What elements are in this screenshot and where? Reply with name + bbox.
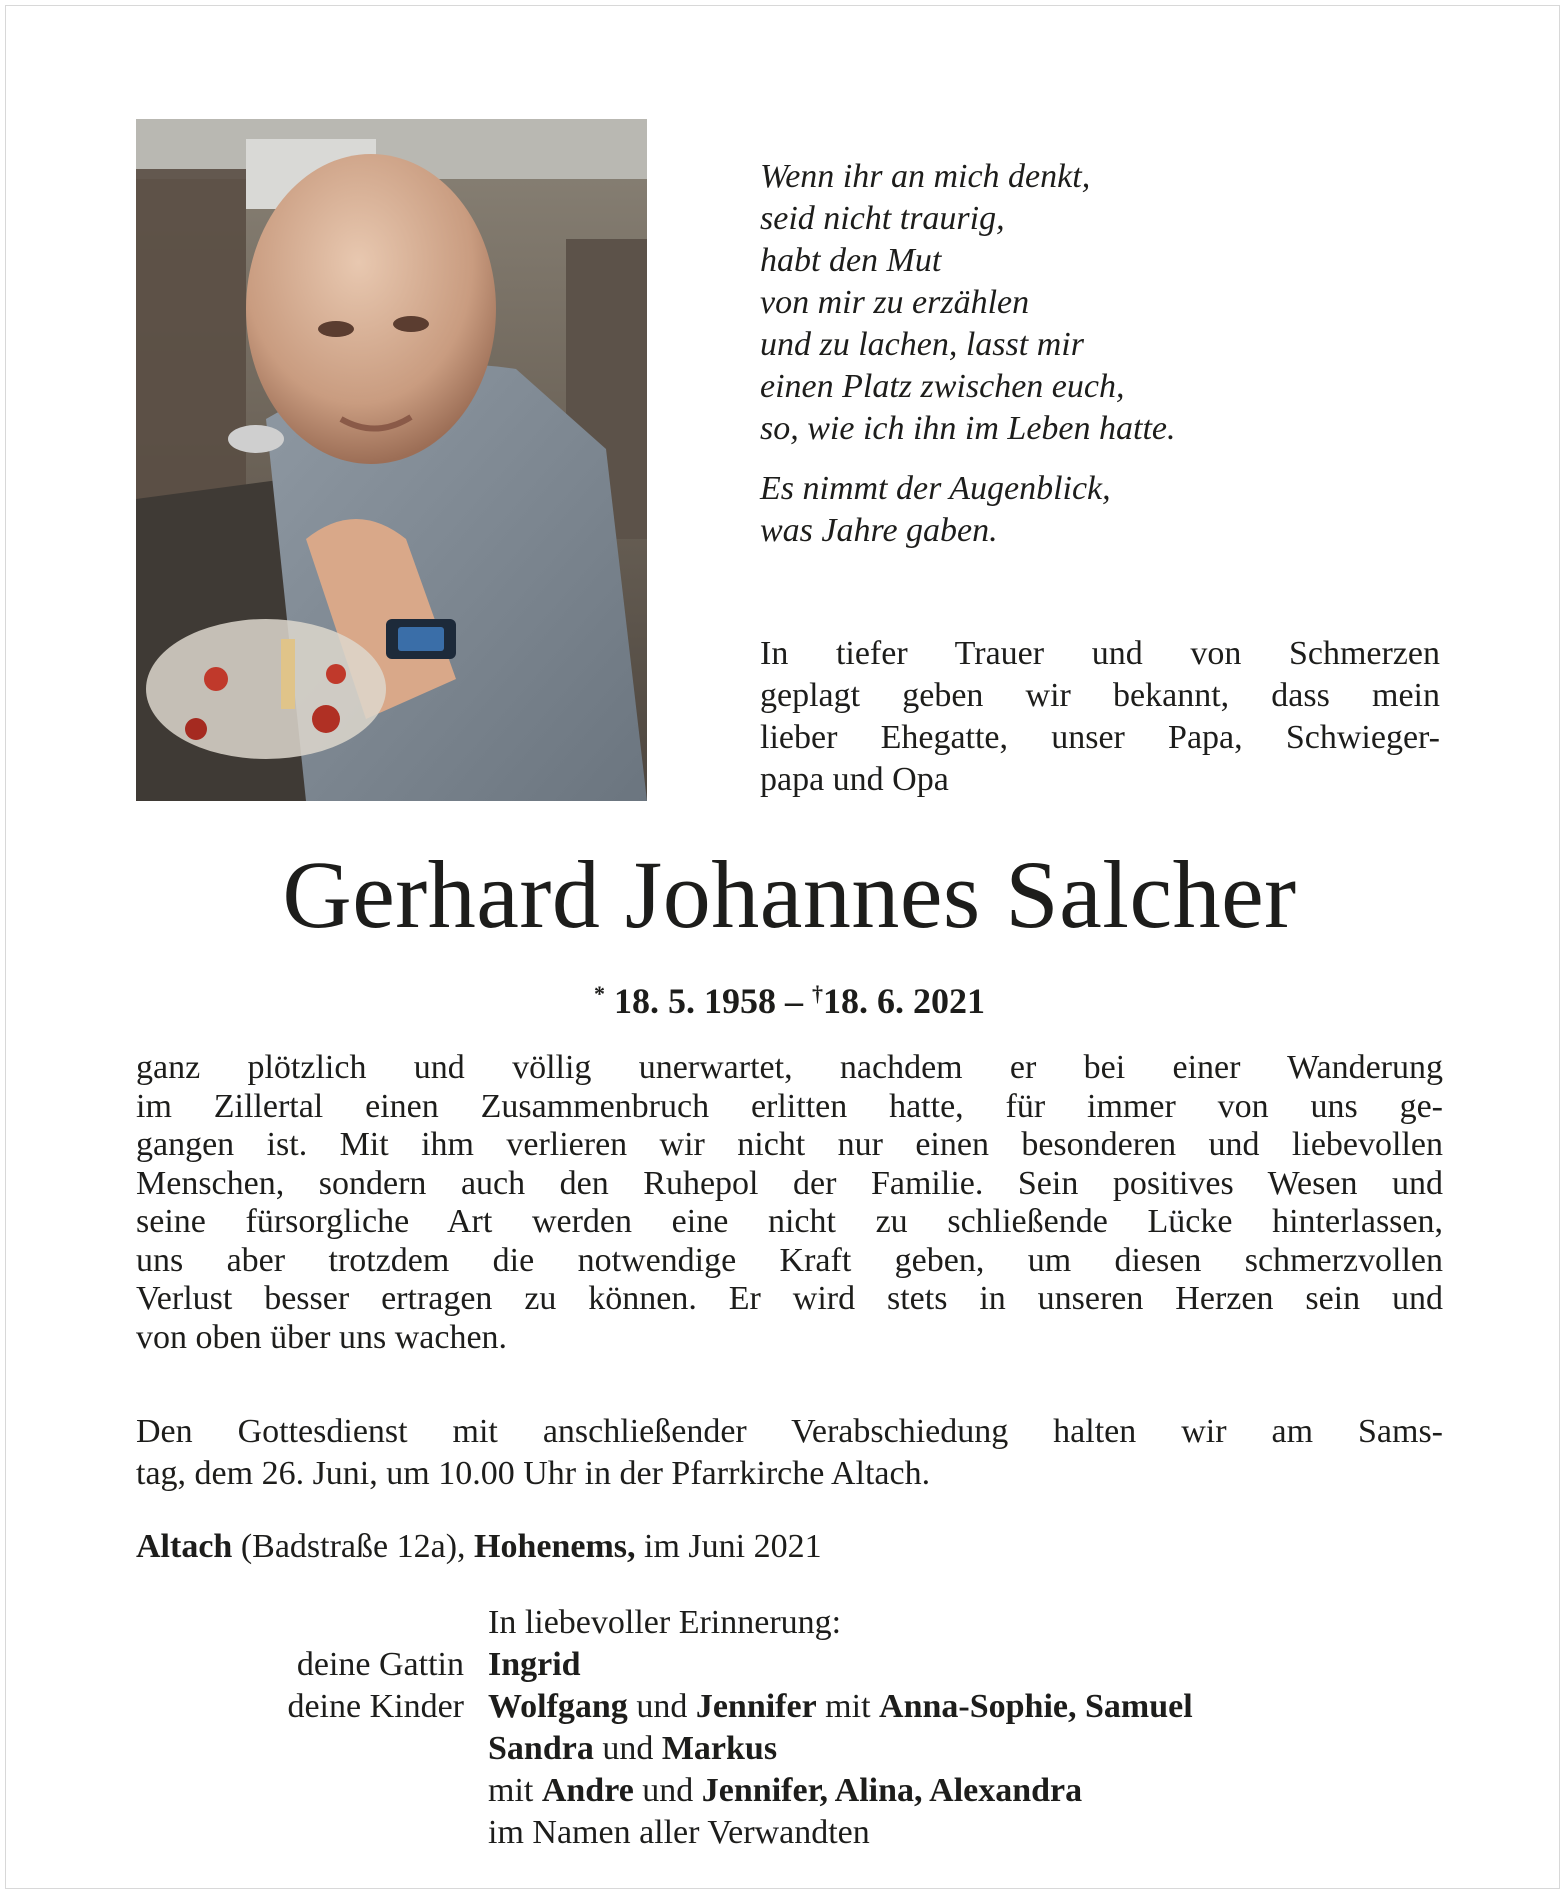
children-row-2	[136, 1728, 1456, 1770]
connector-text: und	[593, 1730, 662, 1767]
obituary-page	[5, 5, 1560, 1889]
poem-line: so, wie ich ihn im Leben hatte.	[760, 410, 1176, 447]
children-row-3	[136, 1770, 1456, 1812]
connector-text: und	[627, 1688, 696, 1725]
children-label: deine Kinder	[287, 1688, 464, 1725]
death-date: 18. 6. 2021	[823, 981, 985, 1021]
poem-line: und zu lachen, lasst mir	[760, 326, 1084, 363]
mourners-heading-row	[136, 1602, 1456, 1644]
death-symbol: †	[812, 981, 823, 1006]
text-line: seine fürsorgliche Art werden eine nicht zu schließende Lücke hinterlassen,	[136, 1203, 1443, 1240]
place-date: im Juni 2021	[635, 1528, 822, 1565]
service-line: Den Gottesdienst mit anschließender Verabschiedung halten wir am Sams-	[136, 1413, 1443, 1450]
text-line: ganz plötzlich und völlig unerwartet, nachdem er bei einer Wanderung	[136, 1049, 1443, 1086]
child-name: Markus	[661, 1730, 778, 1767]
portrait-photo-icon	[136, 119, 647, 801]
text-line: gangen ist. Mit ihm verlieren wir nicht nur einen besonderen und liebevollen	[136, 1126, 1443, 1163]
intro-line: In tiefer Trauer und von Schmerzen	[760, 635, 1440, 672]
poem-stanza-1	[760, 156, 1460, 450]
text-line: uns aber trotzdem die notwendige Kraft geben, um diesen schmerzvollen	[136, 1241, 1443, 1279]
grandchildren-names: Anna-Sophie, Samuel	[879, 1688, 1193, 1725]
place-and-date	[136, 1526, 1443, 1568]
intro-line: lieber Ehegatte, unser Papa, Schwieger-	[760, 719, 1440, 756]
poem-line: einen Platz zwischen euch,	[760, 368, 1125, 405]
funeral-service-info	[136, 1411, 1443, 1495]
deceased-name: Gerhard Johannes Salcher	[282, 841, 1297, 948]
text-line: Verlust besser ertragen zu können. Er wird stets in unseren Herzen sein und	[136, 1280, 1443, 1317]
text-line: Menschen, sondern auch den Ruhepol der Familie. Sein positives Wesen und	[136, 1164, 1443, 1202]
intro-line: papa und Opa	[760, 761, 949, 798]
poem-line: von mir zu erzählen	[760, 284, 1030, 321]
text-line: von oben über uns wachen.	[136, 1318, 508, 1356]
birth-date: 18. 5. 1958	[614, 981, 776, 1021]
intro-line: geplagt geben wir bekannt, dass mein	[760, 677, 1440, 714]
portrait-photo	[136, 119, 647, 801]
poem-line: Wenn ihr an mich denkt,	[760, 158, 1091, 195]
life-dates	[6, 972, 1567, 1023]
birth-symbol: *	[594, 981, 605, 1006]
service-line: tag, dem 26. Juni, um 10.00 Uhr in der Pfarrkirche Altach.	[136, 1455, 931, 1492]
child-name: Wolfgang	[488, 1688, 628, 1725]
announcement-intro	[760, 633, 1440, 801]
children-row	[136, 1686, 1456, 1728]
poem	[760, 156, 1460, 552]
text-line: im Zillertal einen Zusammenbruch erlitten hatte, für immer von uns ge-	[136, 1087, 1443, 1125]
poem-line: was Jahre gaben.	[760, 512, 998, 549]
child-name: Sandra	[488, 1730, 594, 1767]
spouse-label: deine Gattin	[296, 1646, 464, 1683]
connector-text: mit	[488, 1772, 542, 1809]
poem-line: Es nimmt der Augenblick,	[760, 470, 1111, 507]
poem-line: habt den Mut	[760, 242, 942, 279]
place-city-1: Altach	[136, 1528, 233, 1565]
child-name: Jennifer	[695, 1688, 817, 1725]
child-name: Andre	[541, 1772, 634, 1809]
connector-text: mit	[816, 1688, 880, 1725]
place-address: (Badstraße 12a),	[232, 1528, 475, 1565]
obituary-text	[136, 1049, 1443, 1357]
grandchildren-names: Jennifer, Alina, Alexandra	[701, 1772, 1083, 1809]
spouse-name: Ingrid	[488, 1646, 581, 1683]
date-separator: –	[785, 981, 803, 1021]
place-city-2: Hohenems,	[474, 1528, 636, 1565]
closing-text: im Namen aller Verwandten	[488, 1814, 870, 1851]
spouse-row	[136, 1644, 1456, 1686]
poem-stanza-2	[760, 468, 1460, 552]
mourners-list	[136, 1602, 1456, 1854]
closing-row	[136, 1812, 1456, 1854]
mourners-heading: In liebevoller Erinnerung:	[488, 1604, 842, 1641]
poem-line: seid nicht traurig,	[760, 200, 1005, 237]
connector-text: und	[633, 1772, 702, 1809]
